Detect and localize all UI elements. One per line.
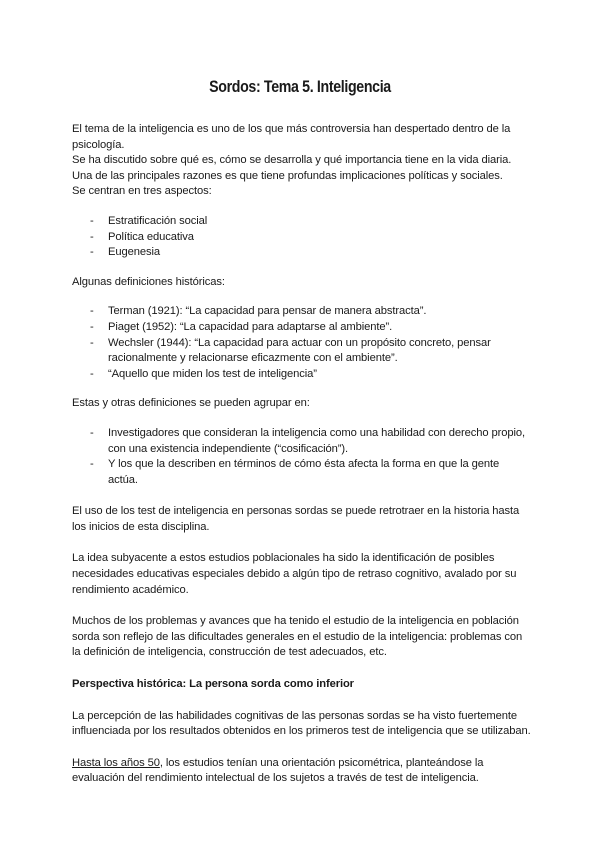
document-body <box>72 122 532 787</box>
list-item: - Investigadores que consideran la inteligencia como una habilidad con derecho propio, con una existencia independiente (“cosificación”). <box>72 426 532 457</box>
list-item: - “Aquello que miden los test de inteligencia” <box>72 367 532 383</box>
definitions-list <box>72 304 532 382</box>
groups-list <box>72 426 532 488</box>
intro-line: El tema de la inteligencia es uno de los que más controversia han despertado dentro de la psicología. <box>72 123 511 151</box>
paragraph-idea: La idea subyacente a estos estudios poblacionales ha sido la identificación de posibles necesidades educativas especiales debido a algún tipo de retraso cognitivo, avalado por su rendimiento académico. <box>72 552 517 596</box>
paragraph-tests: El uso de los test de inteligencia en personas sordas se puede retrotraer en la historia hasta los inicios de esta disciplina. <box>72 505 520 533</box>
list-item: - Wechsler (1944): “La capacidad para actuar con un propósito concreto, pensar racionalmente y relacionarse eficazmente con el ambiente”. <box>72 336 532 367</box>
document-title: Sordos: Tema 5. Inteligencia <box>209 78 391 96</box>
underlined-phrase: Hasta los años 50 <box>72 756 160 769</box>
intro-line: Se ha discutido sobre qué es, cómo se desarrolla y qué importancia tiene en la vida diaria. <box>72 154 512 167</box>
section-heading: Perspectiva histórica: La persona sorda como inferior <box>72 678 354 691</box>
paragraph-fifties <box>72 756 532 787</box>
list-item: - Piaget (1952): “La capacidad para adaptarse al ambiente”. <box>72 320 532 336</box>
aspects-list <box>72 214 532 261</box>
definitions-heading: Algunas definiciones históricas: <box>72 275 225 288</box>
list-item: - Estratificación social <box>72 214 532 230</box>
list-item: - Terman (1921): “La capacidad para pensar de manera abstracta”. <box>72 304 532 320</box>
groups-heading: Estas y otras definiciones se pueden agrupar en: <box>72 397 310 410</box>
list-item: - Y los que la describen en términos de cómo ésta afecta la forma en que la gente actúa. <box>72 457 532 488</box>
list-item: - Eugenesia <box>72 245 532 261</box>
paragraph-problems: Muchos de los problemas y avances que ha tenido el estudio de la inteligencia en población sorda son reflejo de las dificultades generales en el estudio de la inteligencia: problemas con la definición de inteligencia, construcción de test adecuados, etc. <box>72 615 523 659</box>
list-item: - Política educativa <box>72 230 532 246</box>
intro-line: Una de las principales razones es que tiene profundas implicaciones políticas y sociales. <box>72 169 503 182</box>
paragraph-perception: La percepción de las habilidades cognitivas de las personas sordas se ha visto fuertemente influenciada por los resultados obtenidos en los primeros test de inteligencia que se utilizaban. <box>72 709 531 738</box>
intro-line: Se centran en tres aspectos: <box>72 185 212 198</box>
paragraph-fifties-rest: , los estudios tenían una orientación psicométrica, planteándose la evaluación del rendimiento intelectual de los sujetos a través de test de inteligencia. <box>72 756 484 785</box>
